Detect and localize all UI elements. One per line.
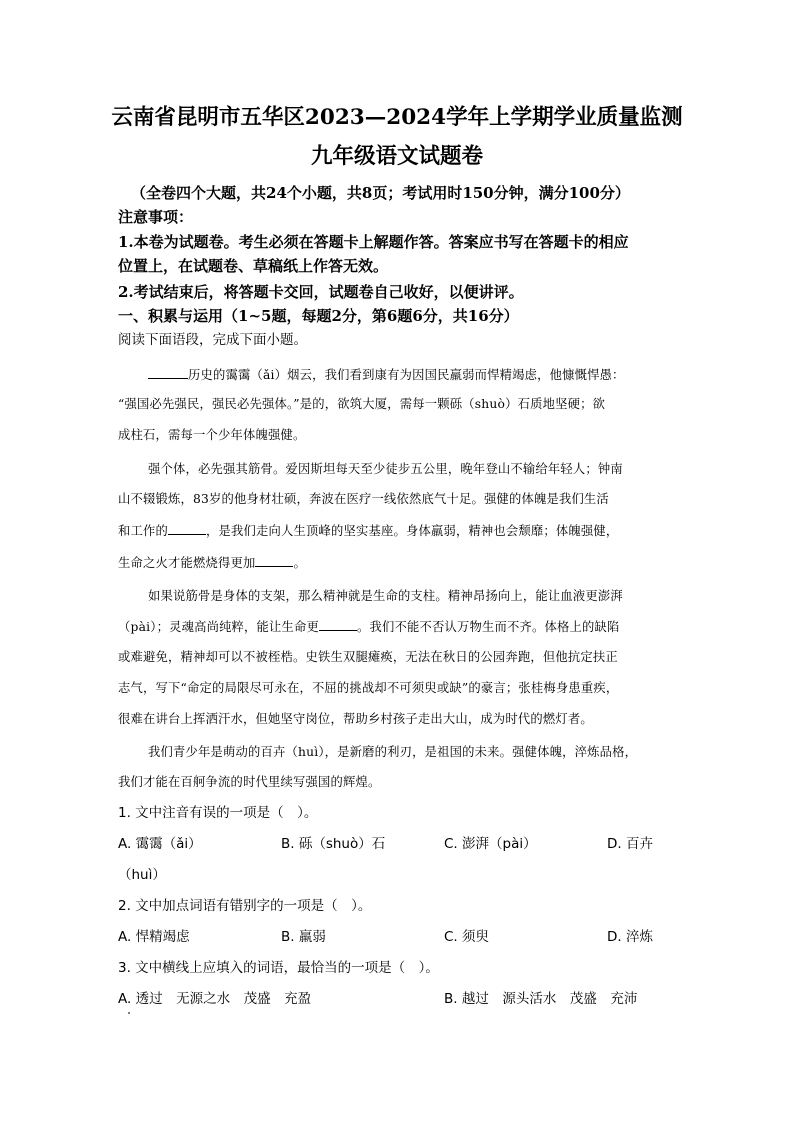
question-1-option-c: C. 澎湃（pài）	[444, 836, 537, 852]
page-mark-dot	[128, 1012, 130, 1014]
fill-blank-4	[319, 617, 357, 631]
question-1-option-d-cont: （huì）	[118, 867, 166, 883]
question-2-option-a: A. 悍精竭虑	[118, 929, 190, 945]
fill-blank-1	[148, 365, 188, 379]
question-3-option-a: A. 透过 无源之水 茂盛 充盈	[118, 991, 312, 1007]
question-2-stem: 2. 文中加点词语有错别字的一项是（ ）。	[118, 898, 372, 914]
exam-title: 云南省昆明市五华区2023—2024学年上学期学业质量监测	[111, 105, 683, 130]
section-instruction: 阅读下面语段，完成下面小题。	[118, 332, 307, 348]
question-1-option-b: B. 砾（shuò）石	[281, 836, 386, 852]
question-1-option-a: A. 霭霭（ǎi）	[118, 836, 202, 852]
fill-blank-3	[255, 553, 293, 567]
passage-p1-line2: “强国必先强民，强民必先强体。”是的，欲筑大厦，需每一颗砾（shuò）石质地坚硬；欲	[118, 397, 606, 411]
passage-p1-line1: 历史的霭霭（ǎi）烟云，我们看到康有为因国民羸弱而悍精竭虑，他慷慨悍愚：	[148, 365, 708, 384]
passage-p3-line4: 志气，写下“命定的局限尽可永在，不屈的挑战却不可须臾或缺”的豪言；张桂梅身患重疾，	[118, 681, 619, 695]
passage-p2-line1: 强个体，必先强其筋骨。爱因斯坦每天至少徒步五公里，晚年登山不输给年轻人；钟南	[148, 462, 623, 476]
question-2-option-c: C. 须臾	[444, 929, 490, 945]
question-1-option-d: D. 百卉	[607, 836, 653, 852]
notes-heading: 注意事项：	[118, 208, 194, 226]
fill-blank-2	[168, 521, 206, 535]
question-3-option-b: B. 越过 源头活水 茂盛 充沛	[444, 991, 638, 1007]
exam-info: （全卷四个大题，共24个小题，共8页；考试用时150分钟，满分100分）	[131, 184, 630, 202]
passage-p4-line2: 我们才能在百舸争流的时代里续写强国的辉煌。	[118, 775, 381, 789]
passage-p2-line4: 生命之火才能燃烧得更加 。	[118, 553, 678, 572]
passage-p3-line3: 或难避免，精神却可以不被桎梏。史铁生双腿瘫痪，无法在秋日的公园奔跑，但他抗定扶正	[118, 650, 618, 664]
passage-p1-line3: 成柱石，需每一个少年体魄强健。	[118, 428, 306, 442]
passage-p4-line1: 我们青少年是萌动的百卉（huì），是新磨的利刃，是祖国的未来。强健体魄，淬炼品格，	[148, 745, 638, 759]
question-3-stem: 3. 文中横线上应填入的词语，最恰当的一项是（ ）。	[118, 960, 439, 976]
question-1-stem: 1. 文中注音有误的一项是（ ）。	[118, 805, 318, 821]
notes-item-2: 2.考试结束后，将答题卡交回，试题卷自己收好，以便讲评。	[118, 283, 524, 301]
exam-subtitle: 九年级语文试题卷	[310, 144, 483, 169]
passage-p2-line3: 和工作的 ，是我们走向人生顶峰的坚实基座。身体羸弱，精神也会颓靡；体魄强健，	[118, 521, 678, 540]
question-2-option-d: D. 淬炼	[607, 929, 653, 945]
notes-item-1-cont: 位置上，在试题卷、草稿纸上作答无效。	[118, 257, 389, 275]
section-heading: 一、积累与运用（1~5题，每题2分，第6题6分，共16分）	[118, 307, 519, 325]
passage-p3-line5: 很难在讲台上挥洒汗水，但她坚守岗位，帮助乡村孩子走出大山，成为时代的燃灯者。	[118, 712, 593, 726]
passage-p3-line1: 如果说筋骨是身体的支架，那么精神就是生命的支柱。精神昂扬向上，能让血液更澎湃	[148, 589, 623, 603]
passage-p2-line2: 山不辍锻炼，83岁的他身材壮硕，奔波在医疗一线依然底气十足。强健的体魄是我们生活	[118, 492, 609, 506]
notes-item-1: 1.本卷为试题卷。考生必须在答题卡上解题作答。答案应书写在答题卡的相应	[118, 233, 629, 251]
question-2-option-b: B. 羸弱	[281, 929, 326, 945]
passage-p3-line2: （pài）；灵魂高尚纯粹，能让生命更 。我们不能不否认万物生而不齐。体格上的缺陷	[118, 617, 678, 636]
